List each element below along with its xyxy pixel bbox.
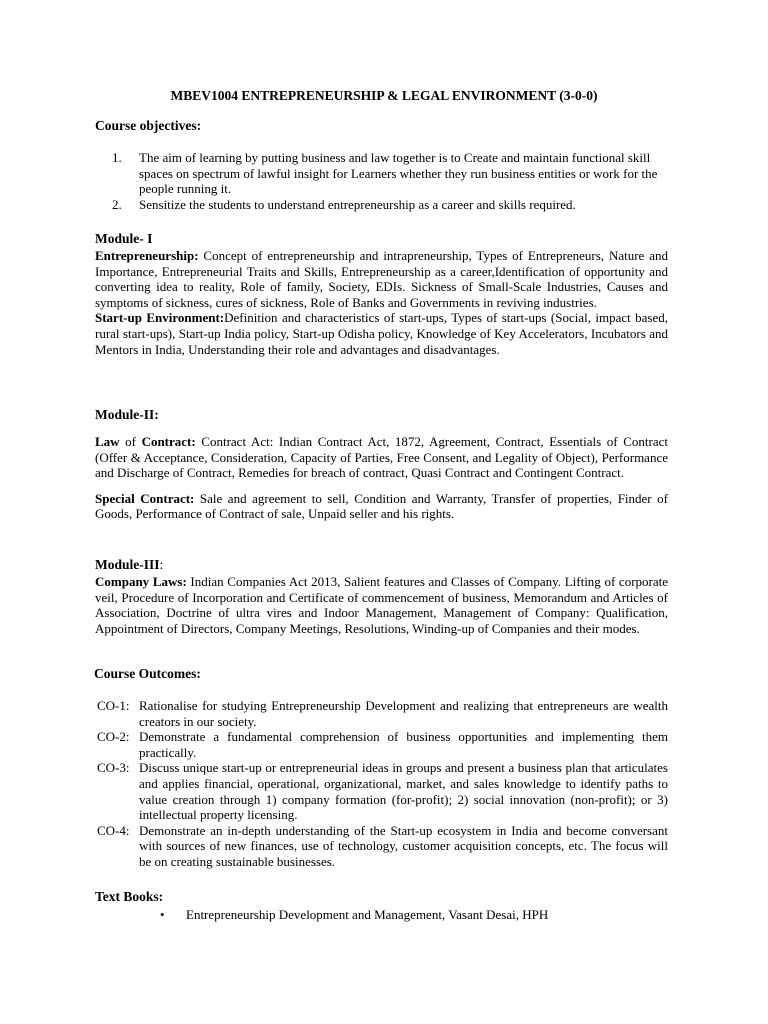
outcome-text: Discuss unique start-up or entrepreneurial ideas in groups and present a business plan that articulates and applies financial, operational, organizational, market, and sales knowledge to identify paths to value creation through 1) company formation (for-profit); 2) social innovation (non-profit); or 3) intellectual property licensing. (139, 760, 668, 823)
objective-item (112, 150, 672, 197)
startup-environment-text: Definition and characteristics of start-ups, Types of start-ups (Social, impact based, rural start-ups), Start-up India policy, Start-up Odisha policy, Knowledge of Key Accelerators, Incubators and Mentors in India, Understanding their role and advantages and disadvantages. (95, 310, 668, 357)
contract-label: Contract: (141, 434, 196, 449)
outcome-label: CO-4: (97, 822, 130, 838)
outcome-item (97, 729, 668, 760)
outcome-label: CO-3: (97, 760, 130, 776)
objective-text: Sensitize the students to understand entrepreneurship as a career and skills required. (139, 196, 576, 212)
module1-content (95, 248, 668, 357)
textbook-item (160, 907, 548, 923)
outcome-label: CO-2: (97, 729, 130, 745)
module2-heading: Module-II: (95, 407, 159, 422)
of-text: of (119, 434, 142, 449)
outcome-item (97, 823, 668, 870)
module3-content (95, 574, 668, 636)
objectives-list (112, 150, 672, 212)
module2-special-contract-paragraph (95, 491, 668, 522)
module3-heading-text: Module-III (95, 557, 160, 572)
module3-heading-colon: : (159, 557, 164, 572)
outcomes-heading: Course Outcomes: (94, 666, 201, 681)
contract-text: Contract Act: Indian Contract Act, 1872, Agreement, Contract, Essentials of Contract (Offer & Acceptance, Consideration, Capacity of Parties, Free Consent, and Legality of Object), Performance and Discharge of Contract, Remedies for breach of contract, Quasi Contract and Contingent Contract. (95, 434, 668, 481)
module2-content (95, 434, 668, 522)
module3-heading (95, 557, 163, 573)
outcome-label: CO-1: (97, 698, 130, 713)
outcome-text: Demonstrate a fundamental comprehension of business opportunities and implementing them practically. (139, 729, 668, 760)
outcome-text: Rationalise for studying Entrepreneurship Development and realizing that entrepreneurs are wealth creators in our society. (139, 698, 668, 729)
module1-startup-paragraph (95, 310, 668, 357)
outcomes-list (97, 698, 668, 870)
objective-text: The aim of learning by putting business and law together is to Create and maintain functional skill spaces on spectrum of lawful insight for Learners whether they run business entities or work for the people running it. (139, 150, 658, 197)
textbooks-heading: Text Books: (95, 889, 164, 904)
outcome-text: Demonstrate an in-depth understanding of the Start-up ecosystem in India and become conversant with sources of new finances, use of technology, customer acquisition concepts, etc. The focus will be on creating sustainable businesses. (139, 822, 668, 869)
module1-heading: Module- I (95, 231, 153, 246)
outcome-item (97, 698, 668, 729)
startup-environment-label: Start-up Environment: (95, 310, 225, 326)
module1-entrepreneurship-paragraph (95, 248, 668, 310)
objective-number: 2. (112, 196, 122, 212)
page-title: MBEV1004 ENTREPRENEURSHIP & LEGAL ENVIRONMENT (3-0-0) (170, 88, 598, 103)
objective-number: 1. (112, 150, 122, 165)
special-contract-text: Sale and agreement to sell, Condition and Warranty, Transfer of properties, Finder of Goods, Performance of Contract of sale, Unpaid seller and his rights. (95, 490, 668, 522)
module3-company-laws-paragraph (95, 574, 668, 636)
objective-item (112, 197, 672, 213)
entrepreneurship-label: Entrepreneurship: (95, 248, 199, 263)
entrepreneurship-text: Concept of entrepreneurship and intrapreneurship, Types of Entrepreneurs, Nature and Importance, Entrepreneurial Traits and Skills, Entrepreneurship as a career,Identification of opportunity and converting idea to reality, Role of family, Society, EDIs. Sickness of Small-Scale Industries, Causes and symptoms of sickness, cures of sickness, Role of Banks and Governments in reviving industries. (95, 248, 668, 310)
law-label: Law (95, 434, 120, 449)
objectives-heading: Course objectives: (95, 118, 202, 133)
textbook-text: Entrepreneurship Development and Management, Vasant Desai, HPH (186, 907, 549, 922)
outcome-item (97, 760, 668, 822)
company-laws-label: Company Laws: (95, 574, 187, 589)
module2-contract-paragraph (95, 434, 668, 481)
bullet-icon: • (160, 907, 165, 922)
company-laws-text: Indian Companies Act 2013, Salient features and Classes of Company. Lifting of corporate veil, Procedure of Incorporation and Certificate of commencement of business, Memorandum and Articles of Association, Doctrine of ultra vires and Indoor Management, Management of Company: Qualification, Appointment of Directors, Company Meetings, Resolutions, Winding-up of Companies and their modes. (95, 574, 669, 636)
special-contract-label: Special Contract: (95, 490, 195, 506)
